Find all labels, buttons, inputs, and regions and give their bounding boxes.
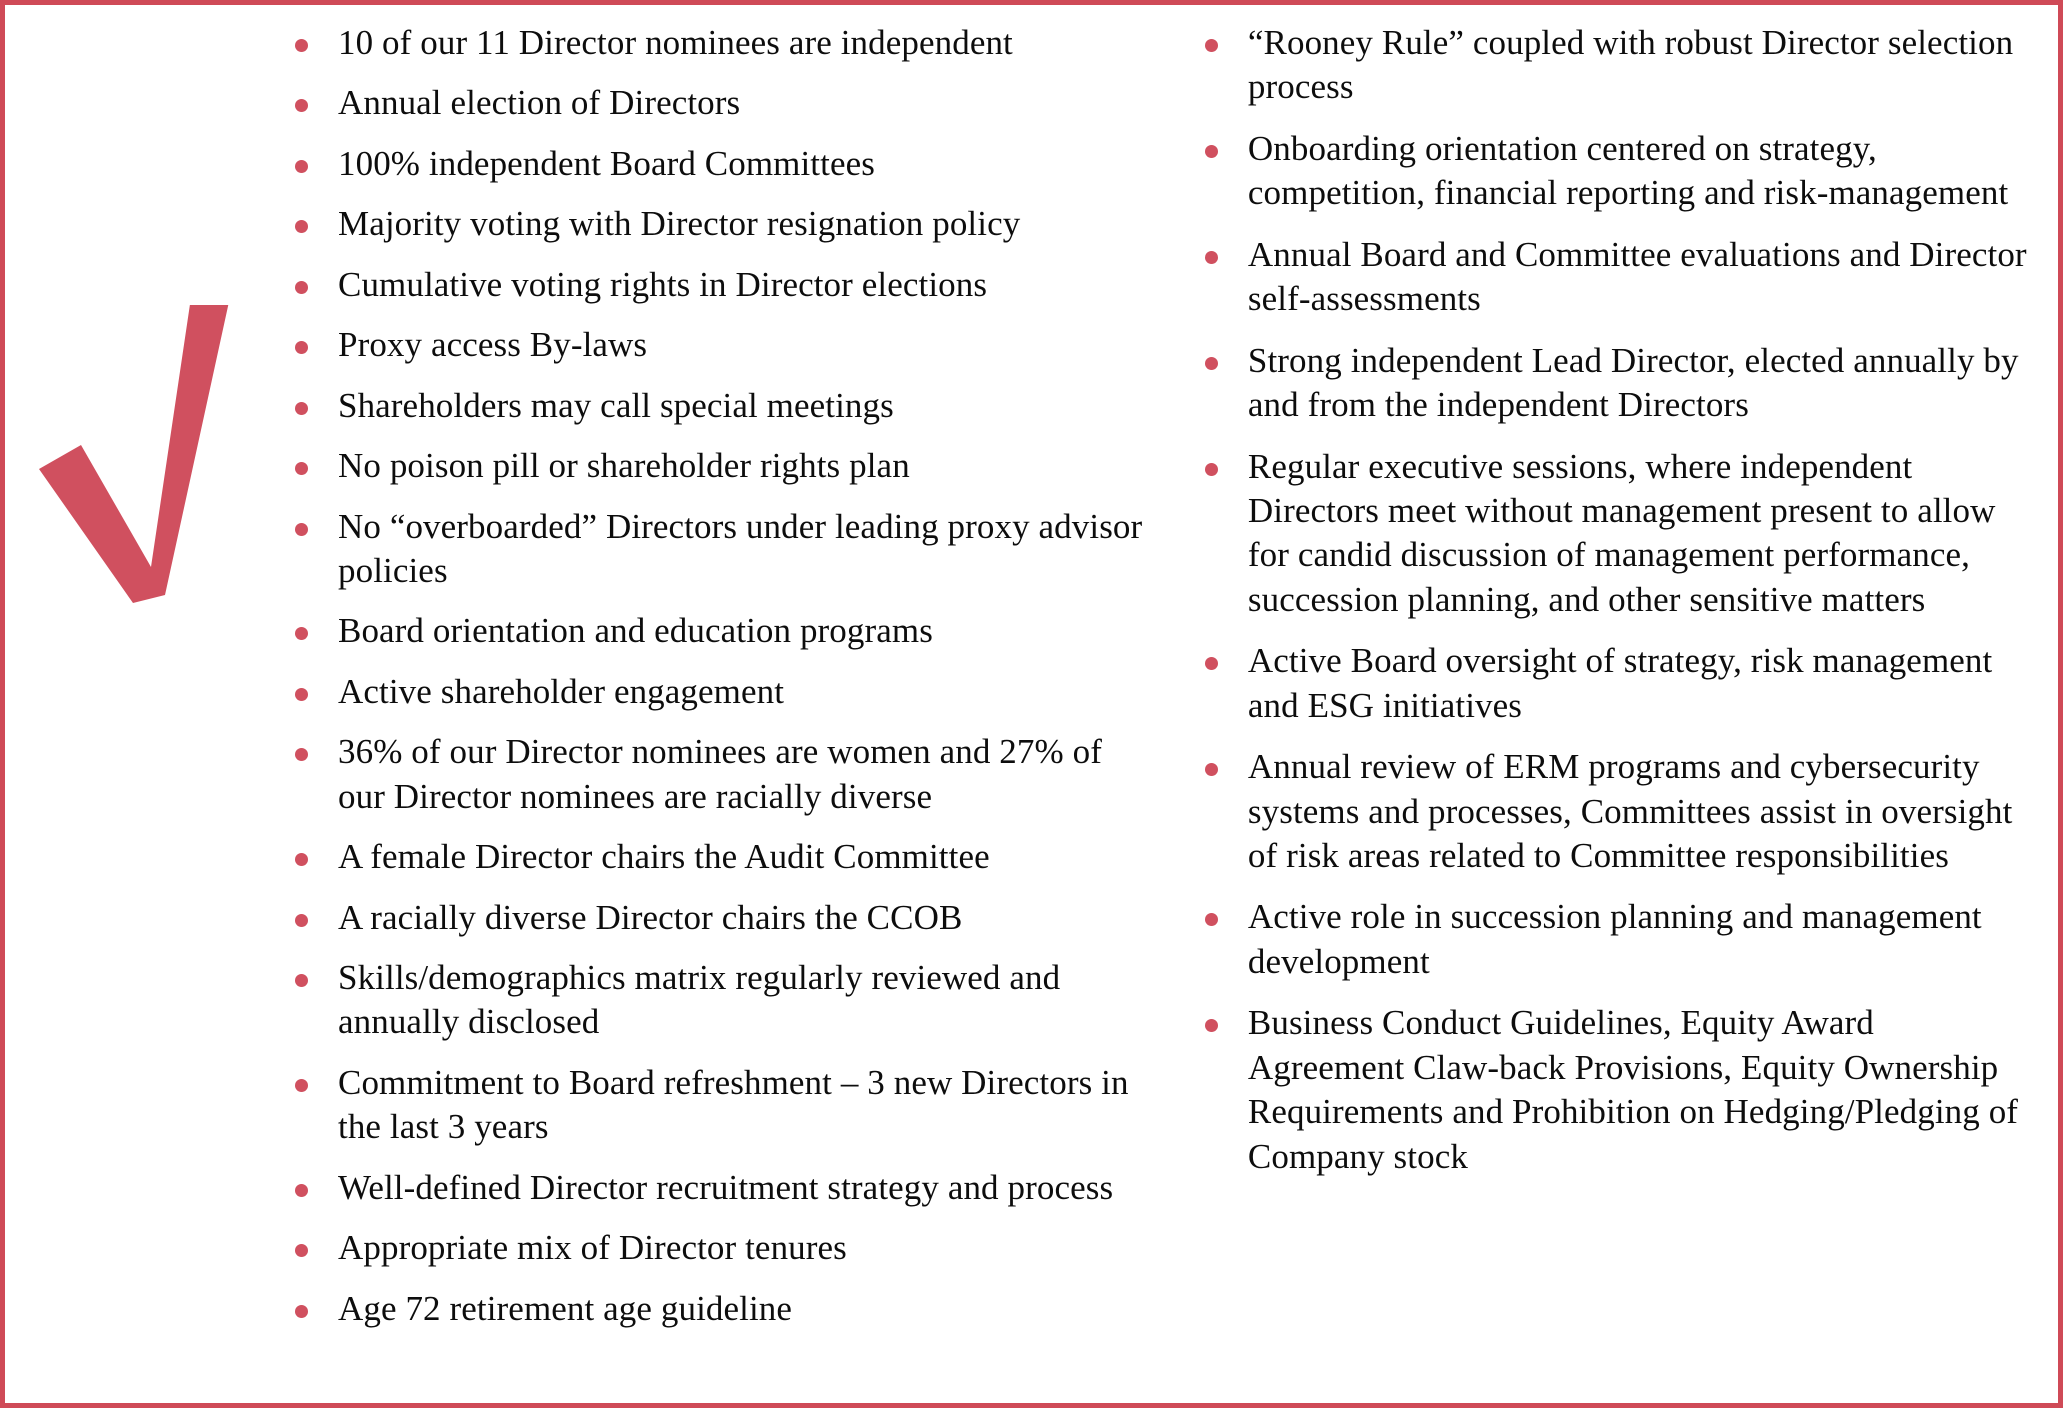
list-item: No “overboarded” Directors under leading proxy advisor policies [281,505,1157,594]
list-item: Onboarding orientation centered on strategy, competition, financial reporting and risk-management [1191,127,2036,216]
right-bullet-list [1191,21,2036,1179]
two-column-layout [5,5,2058,1403]
right-column [1175,21,2058,1196]
list-item: Cumulative voting rights in Director elections [281,263,1157,307]
list-item: 36% of our Director nominees are women and 27% of our Director nominees are racially diverse [281,730,1157,819]
list-item: Annual review of ERM programs and cybersecurity systems and processes, Committees assist in oversight of risk areas related to Committee responsibilities [1191,745,2036,878]
list-item: Shareholders may call special meetings [281,384,1157,428]
list-item: Business Conduct Guidelines, Equity Award Agreement Claw-back Provisions, Equity Ownership Requirements and Prohibition on Hedging/Pledging of Company stock [1191,1001,2036,1179]
list-item: A female Director chairs the Audit Committee [281,835,1157,879]
list-item: Active shareholder engagement [281,670,1157,714]
list-item: Appropriate mix of Director tenures [281,1226,1157,1270]
list-item: No poison pill or shareholder rights plan [281,444,1157,488]
list-item: Majority voting with Director resignation policy [281,202,1157,246]
list-item: 100% independent Board Committees [281,142,1157,186]
list-item: Skills/demographics matrix regularly reviewed and annually disclosed [281,956,1157,1045]
list-item: A racially diverse Director chairs the CCOB [281,896,1157,940]
left-column [5,21,1175,1347]
left-bullet-list [281,21,1157,1331]
list-item: Active role in succession planning and management development [1191,895,2036,984]
list-item: Commitment to Board refreshment – 3 new Directors in the last 3 years [281,1061,1157,1150]
list-item: Annual election of Directors [281,81,1157,125]
list-item: Regular executive sessions, where independent Directors meet without management present to allow for candid discussion of management performance, succession planning, and other sensitive matters [1191,445,2036,623]
list-item: “Rooney Rule” coupled with robust Director selection process [1191,21,2036,110]
list-item: Age 72 retirement age guideline [281,1287,1157,1331]
list-item: Proxy access By-laws [281,323,1157,367]
list-item: Strong independent Lead Director, elected annually by and from the independent Directors [1191,339,2036,428]
list-item: Well-defined Director recruitment strategy and process [281,1166,1157,1210]
list-item: Annual Board and Committee evaluations and Director self-assessments [1191,233,2036,322]
list-item: Active Board oversight of strategy, risk management and ESG initiatives [1191,639,2036,728]
list-item: 10 of our 11 Director nominees are independent [281,21,1157,65]
list-item: Board orientation and education programs [281,609,1157,653]
